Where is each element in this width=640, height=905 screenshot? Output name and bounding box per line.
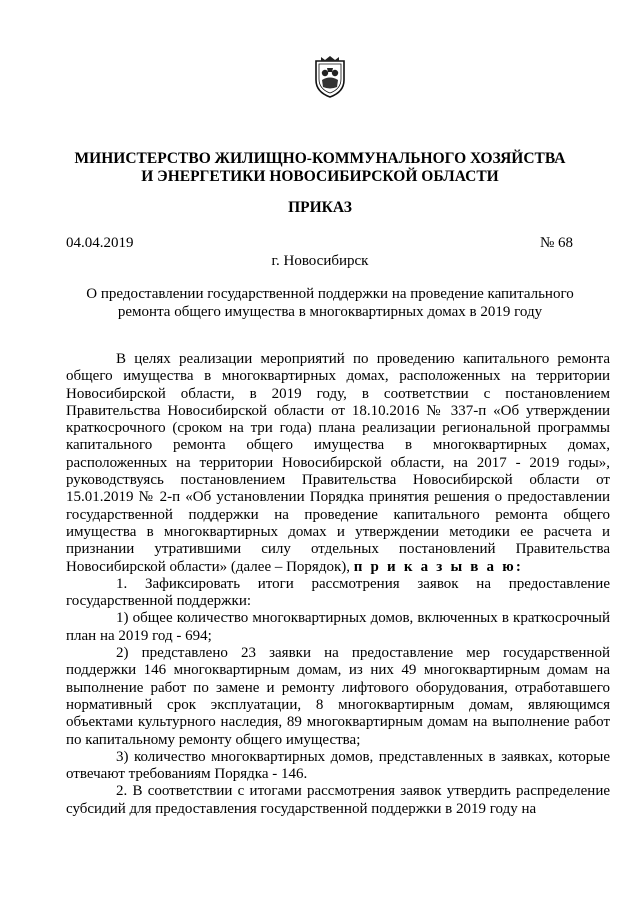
document-city: г. Новосибирск [271,253,369,269]
ministry-name-line1: МИНИСТЕРСТВО ЖИЛИЩНО-КОММУНАЛЬНОГО ХОЗЯЙСТВА [74,150,566,167]
document-body [66,351,610,818]
list-item: 2) представлено 23 заявки на предоставление мер государственной поддержки 146 многоквартирным домам, из них 49 многоквартирным домам на выполнение работ по замене и ремонту лифтового оборудования, отработавшего нормативный срок эксплуатации, 8 многоквартирным домам, являющимся объектами культурного наследия, 89 многоквартирным домам на выполнение работ по капитальному ремонту общего имущества; [66,645,610,748]
ministry-name-line2: И ЭНЕРГЕТИКИ НОВОСИБИРСКОЙ ОБЛАСТИ [141,168,499,185]
order-word: п р и к а з ы в а ю: [353,558,524,575]
list-item: 2. В соответствии с итогами рассмотрения заявок утвердить распределение субсидий для предоставления государственной поддержки в 2019 году на [66,783,610,817]
document-number: № 68 [540,235,574,251]
list-item: 3) количество многоквартирных домов, представленных в заявках, которые отвечают требованиям Порядка - 146. [66,748,610,783]
document-subject: О предоставлении государственной поддержки на проведение капитального ремонта общего имущества в многоквартирных домах в 2019 году [86,286,574,320]
list-item: 1) общее количество многоквартирных домов, включенных в краткосрочный план на 2019 год - 694; [66,610,610,644]
coat-of-arms-icon [313,56,347,98]
document-date: 04.04.2019 [66,235,134,251]
intro-text: В целях реализации мероприятий по проведению капитального ремонта общего имущества в многоквартирных домах, расположенных на территории Новосибирской области, в 2019 году, в соответствии с постановлением Правительства Новосибирской области от 18.10.2016 № 337-п «Об утверждении краткосрочного (сроком на три года) плана реализации региональной программы капитального ремонта общего имущества в многоквартирных домах, расположенных на территории Новосибирской области, на 2017 - 2019 годы», руководствуясь постановлением Правительства Новосибирской области от 15.01.2019 № 2-п «Об установлении Порядка принятия решения о предоставлении государственной поддержки на проведение капитального ремонта общего имущества в многоквартирных домах и утверждении методики ее расчета и признании утратившими силу отдельных постановлений Правительства Новосибирской области» (далее – Порядок), [66,351,610,575]
list-item: 1. Зафиксировать итоги рассмотрения заявок на предоставление государственной поддержки: [66,575,610,610]
document-type: ПРИКАЗ [288,199,352,216]
intro-paragraph [66,351,610,576]
